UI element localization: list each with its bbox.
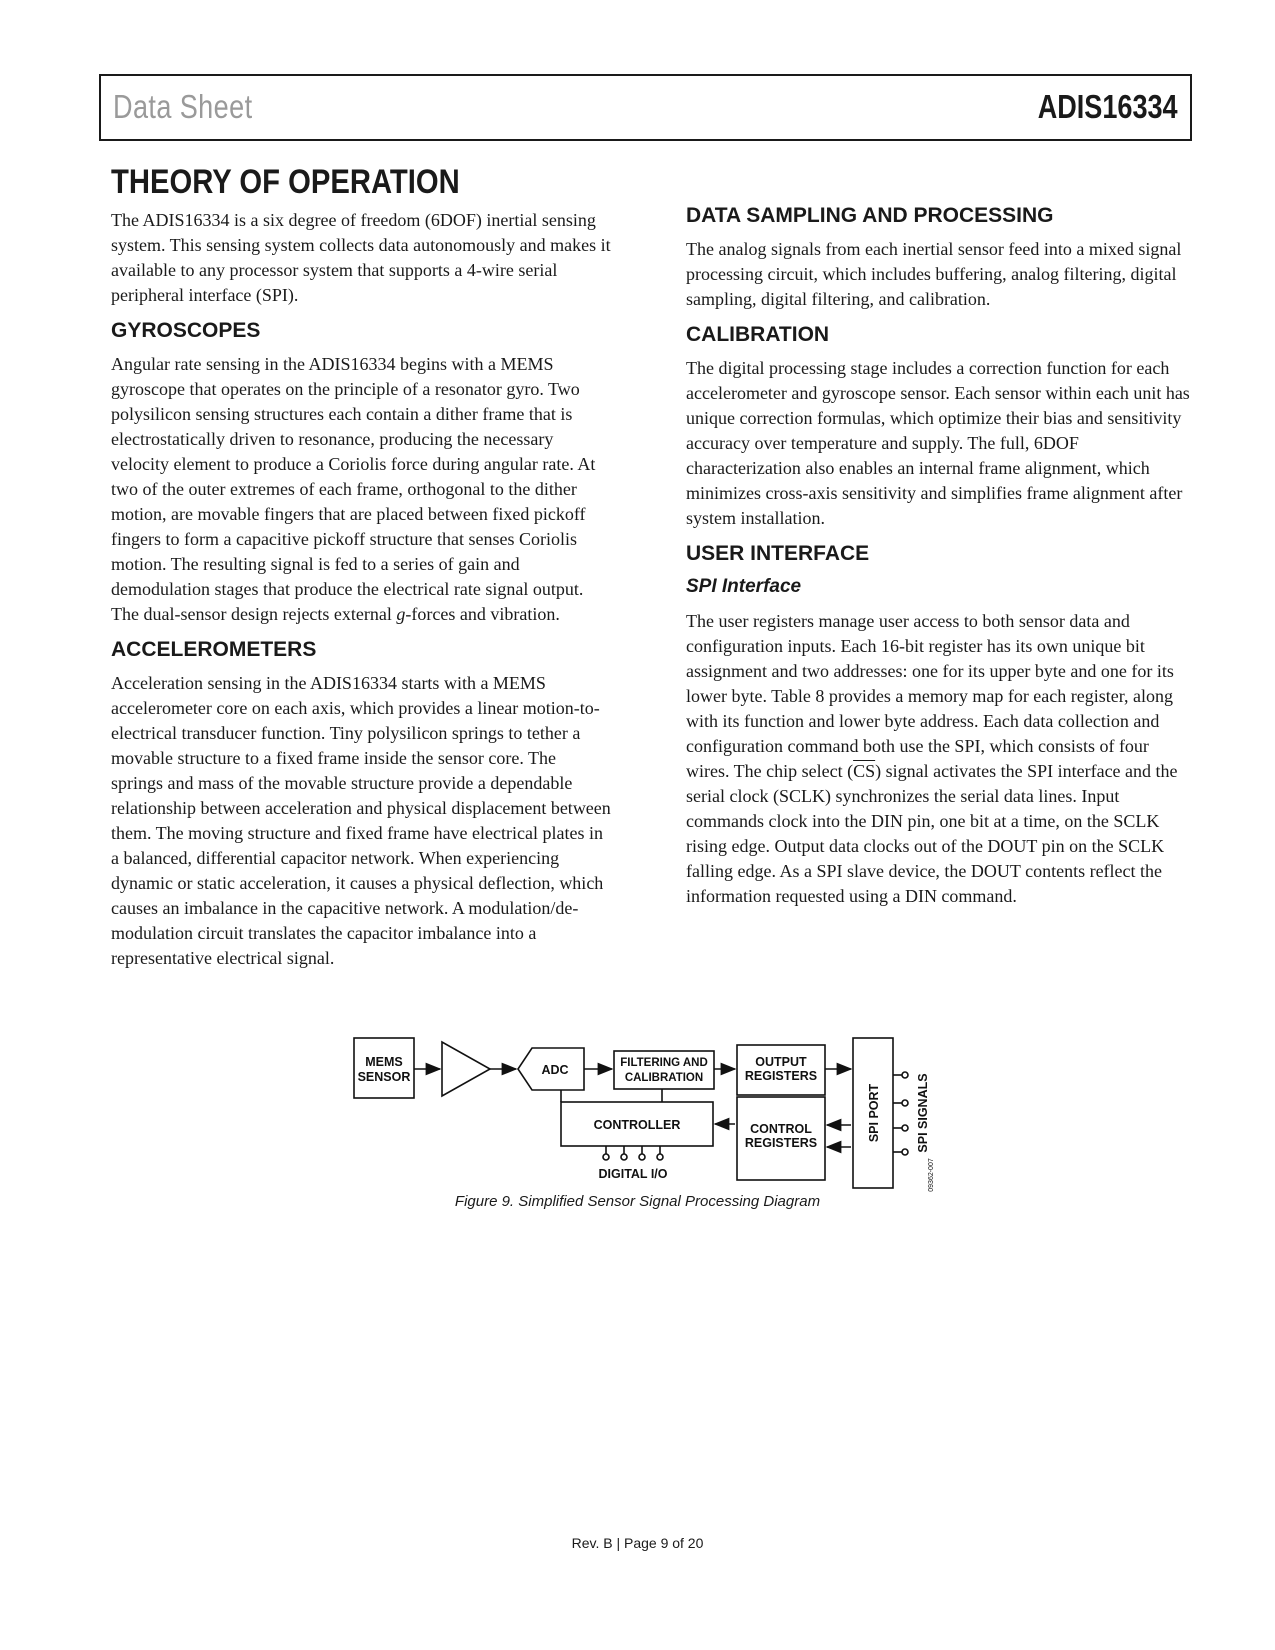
amplifier-symbol <box>442 1042 490 1096</box>
accelerometers-heading: ACCELEROMETERS <box>111 638 317 661</box>
spi-interface-paragraph: The user registers manage user access to both sensor data and configuration inputs. Each 16-bit register has its own unique bit assignment and two addresses: one for its upper byte and one for its lower byte. Table 8 provides a memory map for each register, along with its function and lower byte address. Each data collection and configuration command both use the SPI, which consists of four wires. The chip select $(\overline{CS})$ signal activates the SPI interface and the serial clock (SCLK) synchronizes the serial data lines. Input commands clock into the DIN pin, one bit at a time, on the SCLK rising edge. Output data clocks out of the DOUT pin on the SCLK falling edge. As a SPI slave device, the DOUT contents reflect the information requested using a DIN command. <box>686 611 1178 906</box>
intro-paragraph: The ADIS16334 is a six degree of freedom (6DOF) inertial sensing system. This sensing system collects data autonomously and makes it available to any processor system that supports a 4-wire serial peripheral interface (SPI). <box>111 210 611 305</box>
left-column <box>111 163 611 979</box>
page-footer: Rev. B | Page 9 of 20 <box>571 1535 704 1551</box>
control-label-1: CONTROL <box>750 1122 812 1136</box>
figure-caption: Figure 9. Simplified Sensor Signal Processing Diagram <box>454 1193 821 1210</box>
calibration-heading: CALIBRATION <box>686 323 830 346</box>
spi-interface-subheading: SPI Interface <box>686 576 802 597</box>
right-column <box>686 203 1196 917</box>
mems-label-1: MEMS <box>365 1055 403 1069</box>
page-title: THEORY OF OPERATION <box>111 163 460 201</box>
data-sampling-paragraph: The analog signals from each inertial sensor feed into a mixed signal processing circuit, which includes buffering, analog filtering, digital sampling, digital filtering, and calibration. <box>686 239 1182 309</box>
control-label-2: REGISTERS <box>744 1136 818 1150</box>
filter-label-1: FILTERING AND <box>620 1057 708 1069</box>
data-sampling-heading: DATA SAMPLING AND PROCESSING <box>686 204 1054 227</box>
filter-label-2: CALIBRATION <box>624 1072 704 1084</box>
output-label-2: REGISTERS <box>744 1069 818 1083</box>
spi-port-label: SPI PORT <box>867 1083 881 1143</box>
user-interface-heading: USER INTERFACE <box>686 542 870 565</box>
spi-signals-label: SPI SIGNALS <box>916 1073 930 1153</box>
gyroscopes-paragraph: Angular rate sensing in the ADIS16334 begins with a MEMS gyroscope that operates on the principle of a resonator gyro. Two polysilicon sensing structures each contain a dither frame that is electrostatically driven to resonance, producing the necessary velocity element to produce a Coriolis force during angular rate. At two of the outer extremes of each frame, orthogonal to the dither motion, are movable fingers that are placed between fixed pickoff fingers to form a capacitive pickoff structure that senses Coriolis motion. The resulting signal is fed to a series of gain and demodulation stages that produce the electrical rate signal output. The dual-sensor design rejects external g-forces and vibration. <box>111 354 596 624</box>
header-part-number: ADIS16334 <box>1038 88 1178 125</box>
output-label-1: OUTPUT <box>755 1055 807 1069</box>
calibration-paragraph: The digital processing stage includes a correction function for each accelerometer and gyroscope sensor. Each sensor within each unit has unique correction formulas, which optimize their bias and sensitivity accuracy over temperature and supply. The full, 6DOF characterization also enables an internal frame alignment, which minimizes cross-axis sensitivity and simplifies frame alignment after system installation. <box>686 358 1190 528</box>
diagram-svg <box>350 1030 960 1200</box>
accelerometers-paragraph: Acceleration sensing in the ADIS16334 starts with a MEMS accelerometer core on each axis, which provides a linear motion-to-electrical transducer function. Tiny polysilicon springs to tether a movable structure to a fixed frame inside the sensor core. The springs and mass of the movable structure provide a dependable relationship between acceleration and physical displacement between them. The moving structure and fixed frame have electrical plates in a balanced, differential capacitor network. When experiencing dynamic or static acceleration, it causes a physical deflection, which causes an imbalance in the capacitive network. A modulation/de-modulation circuit translates the capacitor imbalance into a representative electrical signal. <box>111 673 611 968</box>
mems-label-2: SENSOR <box>357 1070 411 1084</box>
adc-label: ADC <box>541 1063 569 1077</box>
page-header <box>99 74 1192 141</box>
signal-processing-diagram <box>350 1030 960 1200</box>
digital-io-label: DIGITAL I/O <box>598 1167 668 1181</box>
controller-label: CONTROLLER <box>593 1118 681 1132</box>
gyroscopes-heading: GYROSCOPES <box>111 319 261 342</box>
header-doc-type: Data Sheet <box>113 88 253 125</box>
figure-code: 09362-007 <box>928 1158 935 1192</box>
